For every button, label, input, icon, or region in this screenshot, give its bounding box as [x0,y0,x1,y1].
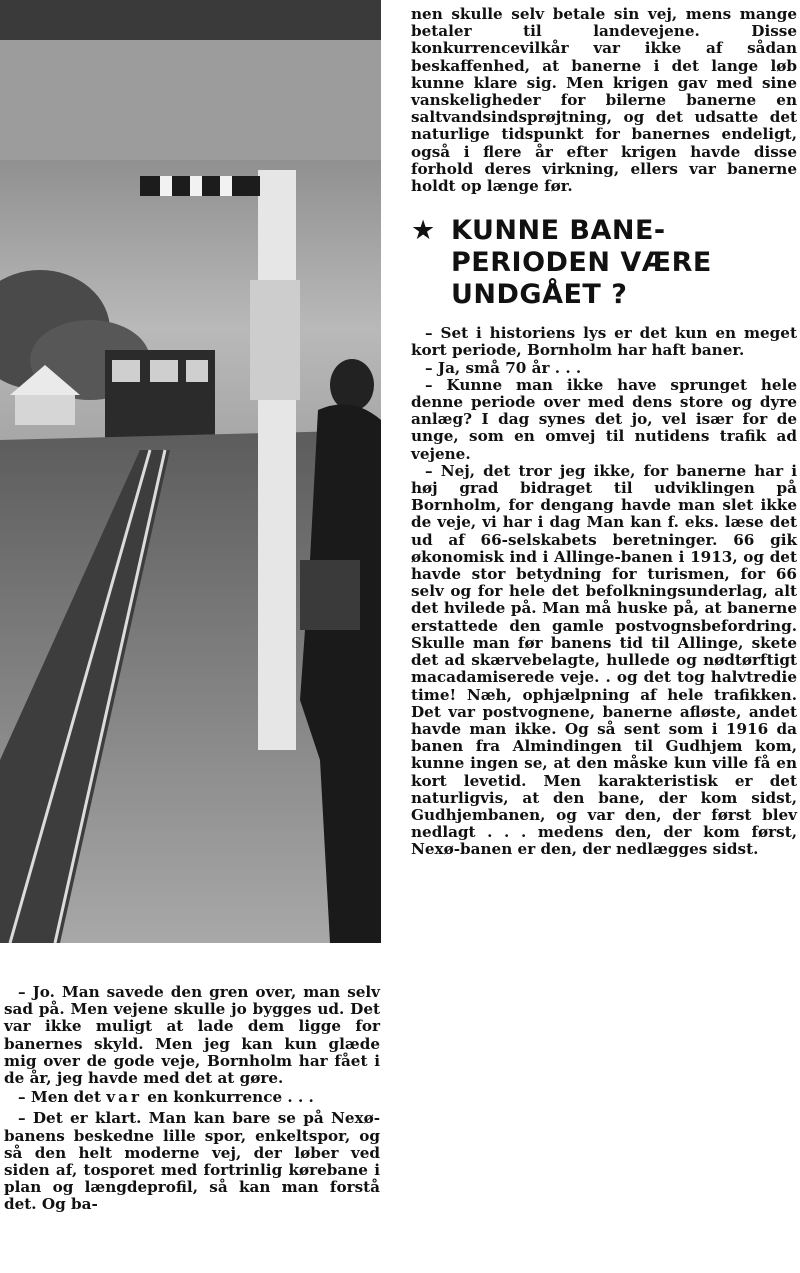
station-building [0,40,381,160]
paragraph [4,1089,380,1106]
section-headline [411,215,797,311]
left-text-column [4,984,380,1214]
paragraph: – Kunne man ikke have sprunget hele denne periode over med dens store og dyre anlæg? I dag synes det jo, vel især for de unge, som en omvej til nutidens trafik ad vejene. [411,375,797,463]
train-window [186,360,208,382]
continuation-paragraph: nen skulle selv betale sin vej, mens mange betaler til landevejene. Disse konkurrencevilkår var ikke af sådan beskaffenhed, at banerne i det lange løb kunne klare sig. Men krigen gav med sine vanskeligheder for bilerne banerne en saltvandsindsprøjtning, og det udsatte det naturlige tidspunkt for banernes endeligt, også i flere år efter krigen havde disse forhold deres virkning, ellers var banerne holdt op længe før. [411,5,797,196]
paragraph: – Jo. Man savede den gren over, man selv sad på. Men vejene skulle jo bygges ud. Det var ikke muligt at lade dem ligge for banernes skyld. Men jeg kan kun glæde mig over de gode veje, Bornholm har fået i de år, jeg havde med det at gøre. [4,983,380,1088]
right-text-column [411,6,797,859]
man-bag [300,560,360,630]
emphasized-word: var [106,1088,142,1107]
paragraph: – Ja, små 70 år . . . [425,358,582,377]
paragraph: – Set i historiens lys er det kun en meget kort periode, Bornholm har haft baner. [411,324,797,360]
man-head [330,359,374,411]
train-window [150,360,178,382]
signal-post [258,170,296,750]
train-window [112,360,140,382]
headline-line: KUNNE BANE- [451,215,666,247]
paragraph-suffix: en konkurrence . . . [141,1088,314,1107]
signal-stripe [190,176,202,196]
headline-line: UNDGÅET ? [451,279,628,311]
house [15,395,75,425]
paragraph: – Nej, det tror jeg ikke, for banerne har i høj grad bidraget til udviklingen på Bornholm, for dengang havde man slet ikke de veje, vi har i dag Man kan f. eks. læse det ud af 66-selskabets beretninger. 66 gik økonomisk ind i Allinge-banen i 1913, og det havde stor betydning for turismen, for 66 selv og for hele det befolkningsunderlag, alt det hvilede på. Man må huske på, at banerne erstattede den gamle postvognsbefordring. Skulle man før banens tid til Allinge, skete det ad skærvebelagte, hullede og nødtørftigt macadamiserede veje. . og det tog halvtredie time! Næh, ophjælpning af hele trafikken. Det var postvognene, banerne afløste, andet havde man ikke. Og så sent som i 1916 da banen fra Almindingen til Gudhjem kom, kunne ingen se, at den måske kun ville få en kort levetid. Men karakteristisk er det naturligvis, at den bane, der kom sidst, Gudhjembanen, og var den, der først blev nedlagt . . . medens den, der kom først, Nexø-banen er den, der nedlægges sidst. [411,461,797,859]
photo-illustration [0,0,381,943]
paragraph-prefix: – Men det [18,1088,107,1107]
signal-stripe [220,176,232,196]
station-sign [0,0,381,40]
signal-stripe [160,176,172,196]
star-icon: ★ [411,215,436,247]
paragraph: – Det er klart. Man kan bare se på Nexø-banens beskedne lille spor, enkeltspor, og så den helt moderne vej, der løber ved siden af, tosporet med fortrinlig kørebane i plan og længdeprofil, så kan man forstå det. Og ba- [4,1109,380,1214]
railway-station-photo [0,0,381,943]
headline-line: PERIODEN VÆRE [451,247,712,279]
signal-box [250,280,300,400]
